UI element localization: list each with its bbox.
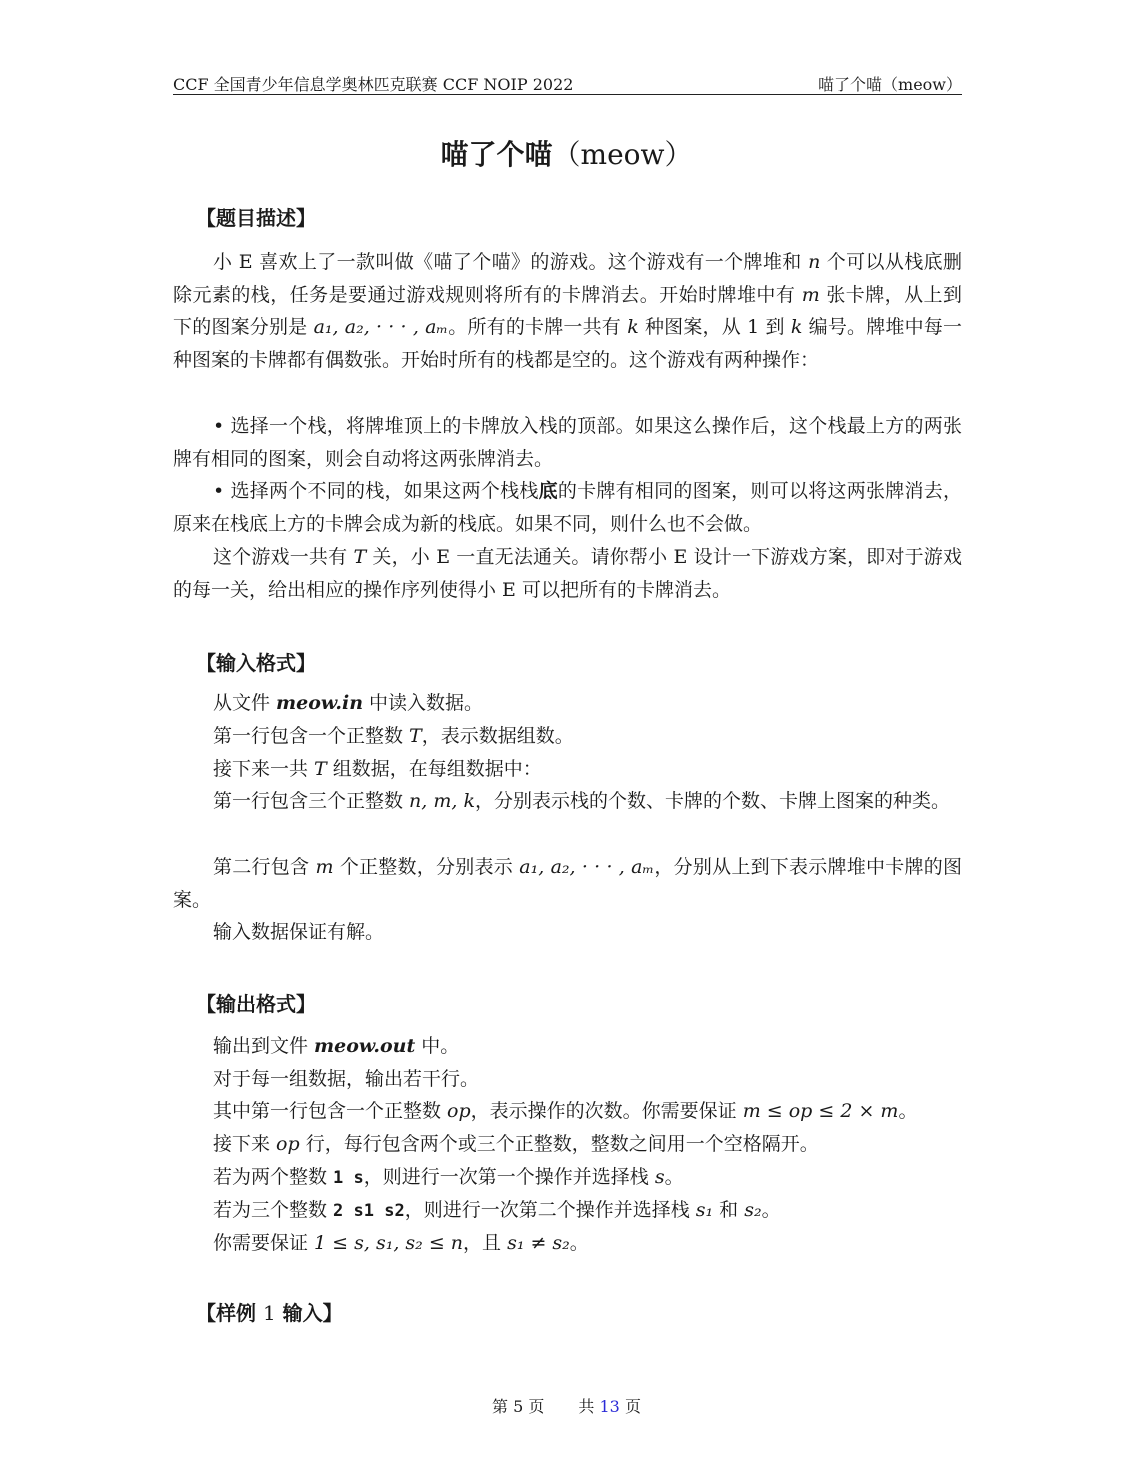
text: 。 <box>761 1199 781 1221</box>
math-T: T <box>409 725 422 747</box>
section-output-title: 【输出格式】 <box>196 992 316 1016</box>
text: 。 <box>898 1100 918 1122</box>
text: 共 <box>578 1397 595 1416</box>
output-line-file <box>213 1030 459 1063</box>
math-m: m <box>801 283 820 306</box>
input-line-nmk <box>173 785 962 818</box>
text: 第二行包含 <box>213 856 316 878</box>
math-T: T <box>353 546 367 568</box>
text: 第一行包含一个正整数 <box>213 725 410 747</box>
text: 从文件 <box>213 692 277 714</box>
page-total-link[interactable]: 13 <box>599 1397 620 1416</box>
input-line-groups <box>213 753 542 786</box>
output-line-op1 <box>213 1161 684 1195</box>
text: 编号。牌堆中每一种图案的卡牌都有偶数张。开始时所有的栈都是空的。这个游戏有两种操作： <box>173 316 963 371</box>
bullet-operation-1: • 选择一个栈，将牌堆顶上的卡牌放入栈的顶部。如果这么操作后，这个栈最上方的两张牌有相同的图案，则会自动将这两张牌消去。 <box>173 415 962 470</box>
page-current: 第 5 页 <box>492 1397 545 1416</box>
input-line-T <box>213 720 574 753</box>
title-latin: （meow） <box>552 138 693 171</box>
text: 这个游戏一共有 <box>213 546 354 568</box>
header-problem-name: 喵了个喵（meow） <box>818 75 962 94</box>
text: • 选择两个不同的栈，如果这两个栈栈 <box>213 480 539 502</box>
bullet-operation-2 <box>173 475 962 540</box>
output-line-op <box>213 1095 917 1128</box>
section-input-title: 【输入格式】 <box>196 651 316 675</box>
section-sample1-title <box>196 1297 343 1326</box>
text: ，则进行一次第二个操作并选择栈 <box>404 1199 696 1221</box>
text: 页 <box>624 1397 641 1416</box>
text: ，分别从上到下表示牌堆中卡牌的图案。 <box>173 856 962 911</box>
text: 中。 <box>415 1035 460 1057</box>
math-op: op <box>276 1133 300 1155</box>
description-paragraph-1 <box>173 246 962 376</box>
section-description-title: 【题目描述】 <box>196 206 316 230</box>
math-k: k <box>790 316 803 339</box>
running-header <box>173 68 962 95</box>
math-nmk: n, m, k <box>409 790 475 812</box>
problem-title <box>0 133 1133 173</box>
text: 【样例 <box>196 1301 256 1325</box>
input-filename: meow.in <box>276 692 364 714</box>
math-m: m <box>315 856 334 878</box>
text: 若为两个整数 <box>213 1166 334 1188</box>
math-n: n <box>808 251 821 273</box>
text: 个可以从栈底删除元素的栈，任务是要通过游戏规则将所有的卡牌消去。开始时牌堆中有 <box>173 251 962 306</box>
text: 第一行包含三个正整数 <box>213 790 410 812</box>
text: 中读入数据。 <box>363 692 484 714</box>
text: ，表示数据组数。 <box>421 725 574 747</box>
input-line-sequence <box>173 851 962 916</box>
math-op-bound: m ≤ op ≤ 2 × m <box>742 1100 899 1122</box>
text: 的卡牌有相同的图案，则可以将这两张牌消去，原来在栈底上方的卡牌会成为新的栈底。如果不同，则什么也不会做。 <box>173 480 962 535</box>
text: 小 E 喜欢上了一款叫做《喵了个喵》的游戏。这个游戏有一个牌堆和 <box>213 251 809 273</box>
input-line-guarantee: 输入数据保证有解。 <box>213 921 385 943</box>
text: 种图案，从 1 到 <box>638 316 791 339</box>
math-sequence: a₁, a₂, · · · , aₘ <box>313 316 449 339</box>
text: ，且 <box>463 1232 508 1254</box>
input-line-file <box>213 687 483 720</box>
text: ，表示操作的次数。你需要保证 <box>470 1100 743 1122</box>
text: 。所有的卡牌一共有 <box>448 316 628 339</box>
text: 接下来一共 <box>213 758 315 780</box>
math-T: T <box>314 758 327 780</box>
output-line-each-group: 对于每一组数据，输出若干行。 <box>213 1068 480 1090</box>
description-paragraph-2 <box>173 541 962 606</box>
text: 其中第一行包含一个正整数 <box>213 1100 448 1122</box>
text: ，则进行一次第一个操作并选择栈 <box>363 1166 655 1188</box>
code-op1: 1 s <box>333 1168 364 1188</box>
text: 和 <box>713 1199 745 1221</box>
sample-number: 1 <box>262 1301 276 1325</box>
text: 输入】 <box>282 1301 343 1325</box>
text: 张卡牌，从上到下的图案分别是 <box>173 283 962 339</box>
text: 接下来 <box>213 1133 277 1155</box>
text: 关，小 E 一直无法通关。请你帮小 E 设计一下游戏方案，即对于游戏的每一关，给出相应的操作序列使得小 E 可以把所有的卡牌消去。 <box>173 546 962 601</box>
text: 你需要保证 <box>213 1232 315 1254</box>
output-line-rows <box>213 1128 819 1161</box>
text: 。 <box>569 1232 589 1254</box>
text: 组数据，在每组数据中： <box>326 758 542 780</box>
math-sequence: a₁, a₂, · · · , aₘ <box>519 856 655 878</box>
text: 行，每行包含两个或三个正整数，整数之间用一个空格隔开。 <box>299 1133 819 1155</box>
text: 输出到文件 <box>213 1035 315 1057</box>
text: 个正整数，分别表示 <box>333 856 520 878</box>
math-distinct: s₁ ≠ s₂ <box>507 1232 570 1254</box>
math-s: s <box>654 1166 665 1188</box>
math-s2: s₂ <box>744 1199 762 1221</box>
math-k: k <box>627 316 639 339</box>
math-s1: s₁ <box>695 1199 714 1221</box>
text: 若为三个整数 <box>213 1199 334 1221</box>
output-line-constraint <box>213 1227 589 1260</box>
page-footer <box>0 1394 1133 1417</box>
math-range: 1 ≤ s, s₁, s₂ ≤ n <box>314 1232 464 1254</box>
math-op: op <box>447 1100 471 1122</box>
emphasis: 底 <box>538 480 558 502</box>
text: 。 <box>664 1166 684 1188</box>
output-line-op2 <box>213 1194 781 1228</box>
title-cjk: 喵了个喵 <box>440 138 553 171</box>
output-filename: meow.out <box>314 1035 416 1057</box>
code-op2: 2 s1 s2 <box>333 1201 405 1221</box>
header-contest-name: CCF 全国青少年信息学奥林匹克联赛 CCF NOIP 2022 <box>173 75 574 94</box>
text: ，分别表示栈的个数、卡牌的个数、卡牌上图案的种类。 <box>474 790 950 812</box>
